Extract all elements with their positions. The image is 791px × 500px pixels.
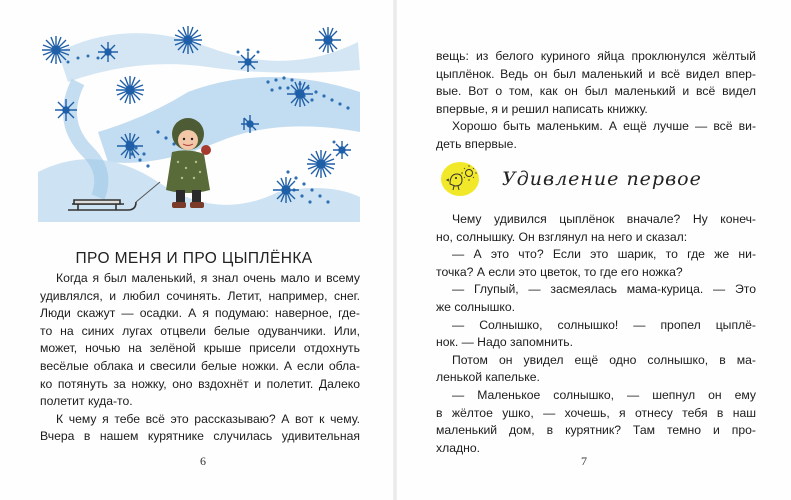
- right-page: [396, 0, 791, 500]
- right-page-main-text: [436, 211, 756, 457]
- text-line: весёлые облака и свесили белые ножки. А если обла-: [40, 358, 360, 373]
- text-line: нок. — Надо запомнить.: [436, 335, 574, 350]
- text-line: Потом он увидел ещё одно солнышко, в ма-: [452, 352, 756, 367]
- right-page-top-text: [436, 48, 756, 154]
- text-line: же солнышко.: [436, 299, 516, 314]
- text-line: может, ночью на зелёной крыше присели отдохнуть: [40, 341, 360, 356]
- text-line: удивлялся, и любил сочинять. Летит, например, снег.: [40, 288, 360, 303]
- text-line: но, солнышку. Он взглянул на него и сказал:: [436, 229, 688, 244]
- text-line: полетит куда-то.: [40, 394, 133, 409]
- text-line: то на синих лугах отцвели белые одуванчики. Или,: [40, 323, 360, 338]
- text-line: Люди скажут — осадки. А я подумаю: наверное, где-: [40, 306, 360, 321]
- text-line: впервые, я и решил написать книжку.: [436, 101, 648, 116]
- text-line: маленький дом, в курятник? Там темно и про-: [436, 423, 756, 438]
- left-page-body: [40, 270, 360, 446]
- left-page: [0, 0, 395, 500]
- text-line: хладно.: [436, 440, 480, 455]
- text-line: точка? А если это цветок, то где его ножка?: [436, 264, 683, 279]
- text-line: в жёлтое ушко, — хочешь, я отнесу тебя в наш: [436, 405, 756, 420]
- text-line: — А это что? Если это шарик, то где же ни-: [452, 247, 756, 262]
- text-line: Чему удивился цыплёнок вначале? Ну конеч-: [452, 212, 756, 226]
- text-line: Хорошо быть маленьким. А ещё лучше — всё ви-: [452, 119, 756, 134]
- chapter-heading-title: Удивление первое: [502, 168, 702, 190]
- text-line: — Маленькое солнышко, — шепнул он ему: [452, 387, 756, 402]
- text-line: Когда я был маленький, я знал очень мало и всему: [56, 271, 360, 285]
- text-line: — Солнышко, солнышко! — пропел цыплё-: [452, 317, 756, 332]
- chick-sun-icon: [440, 160, 480, 198]
- text-line: вые. Вот о том, как он был маленький и всё видел: [436, 84, 756, 99]
- winter-illustration: [38, 22, 364, 222]
- text-line: Вчера в нашем курятнике случилась удивительная: [40, 429, 360, 444]
- text-line: ленькой капельке.: [436, 370, 540, 385]
- chapter-title: ПРО МЕНЯ И ПРО ЦЫПЛЁНКА: [75, 250, 313, 267]
- page-number: 7: [581, 454, 587, 468]
- page-number: 6: [200, 454, 206, 468]
- text-line: деть впервые.: [436, 136, 517, 151]
- text-line: вещь: из белого куриного яйца проклюнулся жёлтый: [436, 49, 756, 63]
- chapter-heading: [440, 160, 770, 200]
- text-line: ко потянуть за ножку, оно вздохнёт и полетит. Далеко: [40, 376, 360, 391]
- text-line: К чему я тебе всё это рассказываю? А вот к чему.: [56, 411, 360, 426]
- text-line: — Глупый, — засмеялась мама-курица. — Это: [452, 282, 756, 297]
- text-line: цыплёнок. Ведь он был маленький и всё видел впер-: [436, 66, 756, 81]
